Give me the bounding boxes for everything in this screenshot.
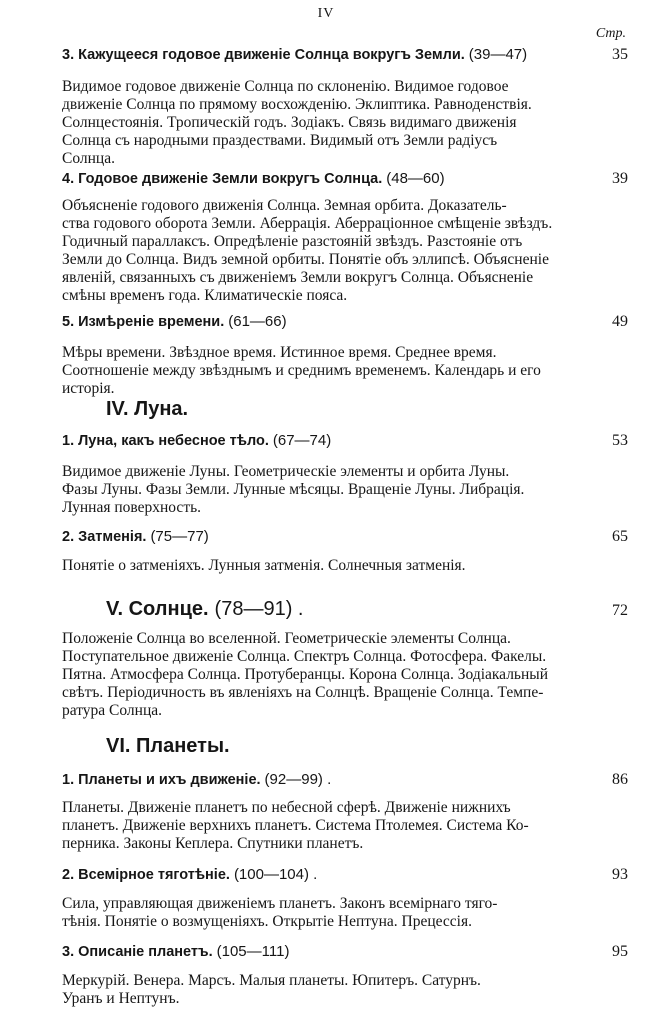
toc-entry-title[interactable] — [62, 528, 624, 554]
description-line: ратура Солнца. — [62, 702, 163, 719]
description-line: тѣнiя. Понятiе о возмущенiяхъ. Открытiе Нептуна. Прецессiя. — [62, 913, 472, 930]
section-heading-planets[interactable] — [106, 735, 624, 758]
section-page-number[interactable]: 72 — [612, 602, 628, 619]
entry-range: (67—74) — [272, 432, 332, 449]
entry-range: (48—60) — [386, 170, 445, 187]
description-line: Солнца съ народными праздествами. Видимый отъ Земли радiусъ — [62, 132, 498, 149]
description-line: смѣны временъ года. Климатическiе пояса. — [62, 287, 348, 304]
toc-entry-title[interactable] — [62, 866, 624, 892]
description-line: Уранъ и Нептунъ. — [62, 990, 180, 1007]
description-line: свѣтъ. Перiодичность въ явленiяхъ на Солнцѣ. Вращенiе Солнца. Темпе- — [62, 684, 544, 701]
description-line: Фазы Луны. Фазы Земли. Лунные мѣсяцы. Вращенiе Луны. Либрацiя. — [62, 481, 525, 498]
page-number: IV — [317, 6, 335, 21]
entry-title-text: 1. Луна, какъ небесное тѣло. — [62, 433, 269, 449]
section-heading-text: IV. Луна. — [106, 398, 189, 420]
entry-title-text: 3. Кажущееся годовое движенiе Солнца вокругъ Земли. — [62, 47, 465, 63]
description-line: движенiе Солнца по прямому восхожденiю. Эклиптика. Равноденствiя. — [62, 96, 532, 113]
entry-title-text: 1. Планеты и ихъ движенiе. — [62, 772, 261, 788]
description-line: Объясненiе годового движенiя Солнца. Земная орбита. Доказатель- — [62, 197, 507, 214]
description-line: Планеты. Движенiе планетъ по небесной сферѣ. Движенiе нижнихъ — [62, 799, 511, 816]
description-line: ства годового оборота Земли. Аберрацiя. Аберрацiонное смѣщенiе звѣздъ. — [62, 215, 553, 232]
description-line: Пятна. Атмосфера Солнца. Протуберанцы. Корона Солнца. Зодiакальный — [62, 666, 549, 683]
entry-page-number[interactable]: 53 — [612, 432, 628, 449]
entry-range: (75—77) — [150, 528, 209, 545]
description-line: Видимое движенiе Луны. Геометрическiе элементы и орбита Луны. — [62, 463, 510, 480]
description-line: Положенiе Солнца во вселенной. Геометрическiе элементы Солнца. — [62, 630, 511, 647]
toc-entry-title[interactable] — [62, 771, 624, 797]
section-heading-moon[interactable] — [106, 398, 624, 421]
description-line: явленiй, связанныхъ съ движенiемъ Земли вокругъ Солнца. Объясненiе — [62, 269, 534, 286]
entry-description — [62, 344, 590, 398]
description-line: Солнца. — [62, 150, 115, 167]
entry-range: (39—47) — [468, 46, 528, 63]
entry-description — [62, 799, 590, 853]
toc-entry-title[interactable] — [62, 943, 624, 969]
entry-description — [62, 557, 590, 575]
entry-description — [62, 78, 590, 168]
entry-description — [62, 197, 590, 305]
description-line: Земли до Солнца. Видъ земной орбиты. Понятiе объ эллипсѣ. Объясненiе — [62, 251, 549, 268]
entry-page-number[interactable]: 39 — [612, 170, 628, 187]
entry-description — [62, 463, 590, 517]
entry-title-text: 2. Всемiрное тяготѣнiе. — [62, 867, 230, 883]
description-line: Годичный параллаксъ. Опредѣленiе разстоянiй звѣздъ. Разстоянiе отъ — [62, 233, 523, 250]
description-line: Меркурiй. Венера. Марсъ. Малыя планеты. Юпитеръ. Сатурнъ. — [62, 972, 481, 989]
description-line: Солнцестоянiя. Тропическiй годъ. Зодiакъ. Связь видимаго движенiя — [62, 114, 517, 131]
entry-title-text: 3. Описанiе планетъ. — [62, 944, 213, 960]
entry-title-text: 2. Затменiя. — [62, 529, 147, 545]
description-line: Сила, управляющая движенiемъ планетъ. Законъ всемiрнаго тяго- — [62, 895, 498, 912]
description-line: Видимое годовое движенiе Солнца по склоненiю. Видимое годовое — [62, 78, 509, 95]
description-line: Поступательное движенiе Солнца. Спектръ Солнца. Фотосфера. Факелы. — [62, 648, 547, 665]
description-line: перника. Законы Кеплера. Спутники планетъ. — [62, 835, 364, 852]
entry-page-number[interactable]: 65 — [612, 528, 628, 545]
section-heading-sun[interactable] — [106, 598, 624, 621]
description-line: Понятiе о затменiяхъ. Лунныя затменiя. Солнечныя затменiя. — [62, 557, 466, 574]
description-line: планетъ. Движенiе верхнихъ планетъ. Система Птолемея. Система Ко- — [62, 817, 529, 834]
section-heading-text: VI. Планеты. — [106, 735, 230, 757]
section-description — [62, 630, 590, 720]
entry-page-number[interactable]: 95 — [612, 943, 628, 960]
entry-range: (105—111) — [216, 943, 290, 960]
description-line: Мѣры времени. Звѣздное время. Истинное время. Среднее время. — [62, 344, 497, 361]
toc-entry-title[interactable] — [62, 46, 624, 72]
toc-entry-title[interactable] — [62, 170, 624, 196]
entry-title-text: 4. Годовое движенiе Земли вокругъ Солнца. — [62, 171, 383, 187]
toc-entry-title[interactable] — [62, 432, 624, 458]
description-line: исторiя. — [62, 380, 115, 397]
entry-description — [62, 895, 590, 931]
entry-page-number[interactable]: 49 — [612, 313, 628, 330]
section-heading-text: V. Солнце. — [106, 598, 209, 620]
entry-page-number[interactable]: 86 — [612, 771, 628, 788]
description-line: Соотношенiе между звѣзднымъ и среднимъ временемъ. Календарь и его — [62, 362, 541, 379]
entry-range: (92—99) . — [264, 771, 332, 788]
entry-range: (100—104) . — [233, 866, 318, 883]
entry-description — [62, 972, 590, 1008]
section-range: (78—91) . — [214, 598, 304, 620]
entry-title-text: 5. Измѣренiе времени. — [62, 314, 225, 330]
entry-page-number[interactable]: 93 — [612, 866, 628, 883]
entry-range: (61—66) — [228, 313, 287, 330]
entry-page-number[interactable]: 35 — [612, 46, 628, 63]
description-line: Лунная поверхность. — [62, 499, 202, 516]
toc-entry-title[interactable] — [62, 313, 624, 339]
page-column-label: Стр. — [595, 26, 626, 41]
